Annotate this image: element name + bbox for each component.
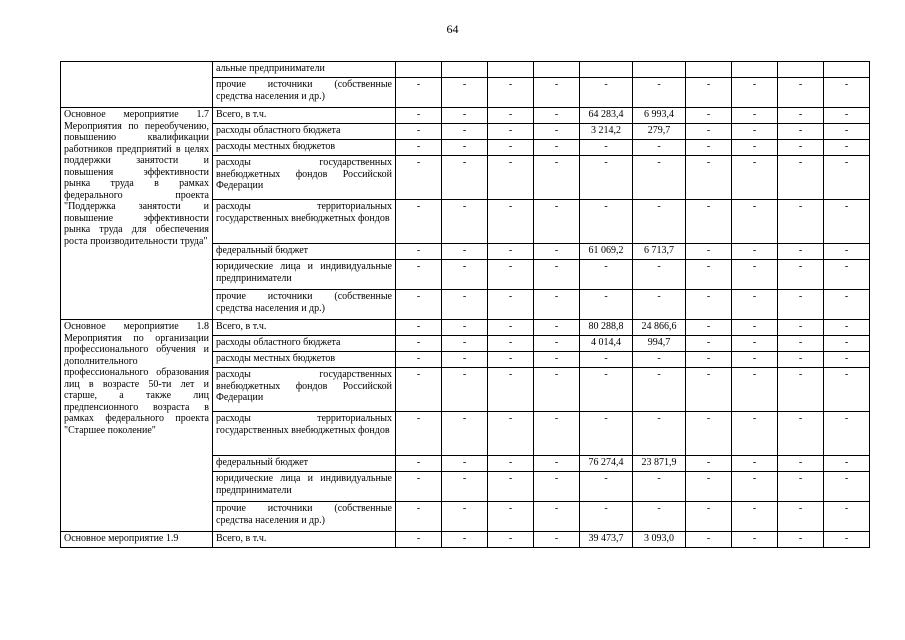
value-cell: -	[488, 532, 534, 548]
value-cell: -	[633, 78, 686, 108]
value-cell: -	[442, 124, 488, 140]
value-cell: -	[396, 456, 442, 472]
value-cell: -	[442, 200, 488, 244]
value-cell: -	[534, 140, 580, 156]
value-cell: -	[488, 456, 534, 472]
value-cell: -	[824, 456, 870, 472]
value-cell: -	[633, 156, 686, 200]
value-cell: -	[824, 290, 870, 320]
value-cell: 279,7	[633, 124, 686, 140]
value-cell: -	[824, 260, 870, 290]
value-cell: -	[534, 368, 580, 412]
value-cell: -	[534, 290, 580, 320]
funding-source-cell: альные предприниматели	[213, 62, 396, 78]
value-cell: -	[396, 336, 442, 352]
value-cell: -	[824, 156, 870, 200]
value-cell: -	[396, 368, 442, 412]
value-cell: -	[686, 502, 732, 532]
value-cell: -	[686, 336, 732, 352]
value-cell: -	[442, 78, 488, 108]
value-cell: -	[732, 352, 778, 368]
value-cell: -	[732, 336, 778, 352]
value-cell: -	[442, 244, 488, 260]
value-cell: -	[732, 140, 778, 156]
value-cell: -	[442, 352, 488, 368]
value-cell: -	[778, 532, 824, 548]
budget-table	[60, 61, 870, 548]
value-cell: -	[778, 290, 824, 320]
value-cell: -	[824, 502, 870, 532]
value-cell	[778, 62, 824, 78]
value-cell: -	[732, 412, 778, 456]
value-cell: -	[824, 336, 870, 352]
value-cell: -	[732, 244, 778, 260]
value-cell: -	[824, 532, 870, 548]
value-cell: -	[778, 140, 824, 156]
value-cell: -	[534, 336, 580, 352]
value-cell: 3 214,2	[580, 124, 633, 140]
value-cell: -	[732, 368, 778, 412]
value-cell: -	[686, 200, 732, 244]
value-cell: -	[580, 200, 633, 244]
value-cell: -	[580, 78, 633, 108]
value-cell: -	[686, 244, 732, 260]
value-cell: -	[633, 290, 686, 320]
value-cell	[732, 62, 778, 78]
value-cell	[396, 62, 442, 78]
value-cell: -	[732, 260, 778, 290]
value-cell: -	[732, 156, 778, 200]
value-cell: -	[778, 78, 824, 108]
value-cell: -	[778, 336, 824, 352]
value-cell: -	[488, 140, 534, 156]
funding-source-cell: федеральный бюджет	[213, 244, 396, 260]
value-cell: -	[580, 368, 633, 412]
value-cell: -	[633, 412, 686, 456]
value-cell: -	[534, 244, 580, 260]
value-cell: -	[824, 352, 870, 368]
value-cell	[686, 62, 732, 78]
value-cell: 39 473,7	[580, 532, 633, 548]
value-cell: -	[824, 108, 870, 124]
value-cell: -	[534, 472, 580, 502]
value-cell: -	[580, 412, 633, 456]
value-cell: -	[732, 290, 778, 320]
funding-source-cell: расходы областного бюджета	[213, 124, 396, 140]
value-cell: -	[488, 124, 534, 140]
value-cell: 994,7	[633, 336, 686, 352]
value-cell: -	[488, 368, 534, 412]
value-cell: -	[778, 200, 824, 244]
value-cell: -	[396, 156, 442, 200]
value-cell: -	[824, 320, 870, 336]
measure-cell	[61, 62, 213, 108]
funding-source-cell: прочие источники (собственные средства населения и др.)	[213, 502, 396, 532]
measure-cell: Основное мероприятие 1.7 Мероприятия по переобучению, повышению квалификации работников предприятий в целях поддержки занятости и повышения эффективности рынка труда в рамках федерального проекта "Поддержка занятости и повышение эффективности рынка труда для обеспечения роста производительности труда"	[61, 108, 213, 320]
value-cell: -	[732, 472, 778, 502]
value-cell: 6 713,7	[633, 244, 686, 260]
value-cell	[580, 62, 633, 78]
value-cell: -	[534, 108, 580, 124]
value-cell: -	[732, 456, 778, 472]
value-cell: -	[824, 244, 870, 260]
value-cell: -	[396, 502, 442, 532]
value-cell: 64 283,4	[580, 108, 633, 124]
value-cell: -	[396, 472, 442, 502]
value-cell: -	[442, 412, 488, 456]
value-cell: -	[396, 352, 442, 368]
value-cell: -	[686, 260, 732, 290]
value-cell: -	[686, 532, 732, 548]
value-cell: -	[580, 156, 633, 200]
value-cell: -	[534, 352, 580, 368]
value-cell: -	[534, 532, 580, 548]
value-cell: -	[732, 124, 778, 140]
value-cell: -	[396, 320, 442, 336]
value-cell: -	[778, 502, 824, 532]
value-cell: -	[778, 124, 824, 140]
value-cell: -	[778, 368, 824, 412]
value-cell: -	[396, 200, 442, 244]
value-cell: -	[442, 472, 488, 502]
table-row	[61, 532, 870, 548]
funding-source-cell: расходы территориальных государственных внебюджетных фондов	[213, 200, 396, 244]
value-cell: -	[396, 78, 442, 108]
value-cell: -	[686, 124, 732, 140]
value-cell: -	[488, 108, 534, 124]
page-number: 64	[446, 22, 459, 36]
value-cell: -	[580, 502, 633, 532]
value-cell: -	[778, 352, 824, 368]
funding-source-cell: прочие источники (собственные средства населения и др.)	[213, 78, 396, 108]
value-cell: -	[396, 532, 442, 548]
value-cell: -	[732, 78, 778, 108]
value-cell: 80 288,8	[580, 320, 633, 336]
value-cell: -	[778, 412, 824, 456]
value-cell: -	[686, 412, 732, 456]
value-cell: -	[633, 472, 686, 502]
value-cell: -	[488, 78, 534, 108]
measure-cell: Основное мероприятие 1.9	[61, 532, 213, 548]
value-cell: 76 274,4	[580, 456, 633, 472]
value-cell	[488, 62, 534, 78]
funding-source-cell: юридические лица и индивидуальные предприниматели	[213, 260, 396, 290]
value-cell: -	[686, 368, 732, 412]
value-cell: 6 993,4	[633, 108, 686, 124]
value-cell: -	[534, 78, 580, 108]
value-cell: -	[686, 108, 732, 124]
value-cell: -	[686, 78, 732, 108]
value-cell: -	[396, 108, 442, 124]
funding-source-cell: расходы местных бюджетов	[213, 140, 396, 156]
value-cell: 3 093,0	[633, 532, 686, 548]
table-row	[61, 62, 870, 78]
value-cell: -	[488, 412, 534, 456]
funding-source-cell: Всего, в т.ч.	[213, 108, 396, 124]
value-cell: -	[633, 352, 686, 368]
value-cell: -	[396, 290, 442, 320]
value-cell: -	[442, 156, 488, 200]
value-cell: -	[686, 472, 732, 502]
value-cell: -	[442, 456, 488, 472]
value-cell: -	[534, 456, 580, 472]
funding-source-cell: расходы территориальных государственных внебюджетных фондов	[213, 412, 396, 456]
value-cell: 61 069,2	[580, 244, 633, 260]
value-cell: -	[534, 502, 580, 532]
value-cell: -	[396, 140, 442, 156]
value-cell: -	[778, 472, 824, 502]
value-cell: -	[442, 140, 488, 156]
value-cell: -	[396, 412, 442, 456]
value-cell	[534, 62, 580, 78]
value-cell: -	[824, 124, 870, 140]
funding-source-cell: расходы местных бюджетов	[213, 352, 396, 368]
value-cell: -	[534, 260, 580, 290]
funding-source-cell: Всего, в т.ч.	[213, 532, 396, 548]
value-cell: -	[824, 140, 870, 156]
value-cell: -	[778, 260, 824, 290]
value-cell: -	[778, 244, 824, 260]
value-cell: -	[824, 368, 870, 412]
value-cell: -	[534, 200, 580, 244]
value-cell	[442, 62, 488, 78]
value-cell: -	[686, 320, 732, 336]
value-cell: -	[488, 200, 534, 244]
value-cell: -	[633, 200, 686, 244]
value-cell: -	[778, 108, 824, 124]
measure-cell: Основное мероприятие 1.8 Мероприятия по организации профессионального обучения и дополнительного профессионального образования лиц в возрасте 50-ти лет и старше, а также лиц предпенсионного возраста в рамках федерального проекта "Старшее поколение"	[61, 320, 213, 532]
value-cell: -	[633, 140, 686, 156]
value-cell: -	[488, 320, 534, 336]
funding-source-cell: федеральный бюджет	[213, 456, 396, 472]
value-cell: -	[686, 140, 732, 156]
value-cell: -	[442, 260, 488, 290]
value-cell: -	[778, 320, 824, 336]
value-cell: -	[686, 456, 732, 472]
value-cell: -	[488, 156, 534, 200]
value-cell: -	[732, 532, 778, 548]
value-cell: -	[488, 290, 534, 320]
value-cell: -	[732, 320, 778, 336]
value-cell	[633, 62, 686, 78]
value-cell: -	[442, 290, 488, 320]
value-cell: -	[732, 200, 778, 244]
value-cell: -	[824, 78, 870, 108]
table-row	[61, 320, 870, 336]
value-cell: -	[488, 260, 534, 290]
value-cell: -	[442, 336, 488, 352]
value-cell: -	[580, 140, 633, 156]
value-cell: -	[732, 502, 778, 532]
value-cell: 23 871,9	[633, 456, 686, 472]
value-cell: -	[396, 260, 442, 290]
funding-source-cell: прочие источники (собственные средства населения и др.)	[213, 290, 396, 320]
value-cell: -	[396, 244, 442, 260]
funding-source-cell: расходы областного бюджета	[213, 336, 396, 352]
funding-source-cell: расходы государственных внебюджетных фондов Российской Федерации	[213, 368, 396, 412]
funding-source-cell: юридические лица и индивидуальные предприниматели	[213, 472, 396, 502]
value-cell: -	[534, 124, 580, 140]
value-cell: -	[488, 244, 534, 260]
value-cell: -	[686, 156, 732, 200]
value-cell: -	[778, 456, 824, 472]
value-cell: -	[442, 368, 488, 412]
value-cell: -	[442, 502, 488, 532]
value-cell: -	[488, 472, 534, 502]
value-cell: -	[580, 352, 633, 368]
value-cell: -	[633, 260, 686, 290]
value-cell: 24 866,6	[633, 320, 686, 336]
value-cell: -	[442, 320, 488, 336]
value-cell: -	[396, 124, 442, 140]
value-cell: -	[488, 336, 534, 352]
value-cell: -	[534, 412, 580, 456]
funding-source-cell: Всего, в т.ч.	[213, 320, 396, 336]
funding-source-cell: расходы государственных внебюджетных фондов Российской Федерации	[213, 156, 396, 200]
value-cell: -	[580, 290, 633, 320]
value-cell: -	[488, 352, 534, 368]
value-cell: -	[824, 472, 870, 502]
value-cell: -	[580, 472, 633, 502]
value-cell: -	[824, 412, 870, 456]
value-cell: -	[442, 532, 488, 548]
value-cell: -	[488, 502, 534, 532]
value-cell: -	[824, 200, 870, 244]
value-cell: -	[534, 320, 580, 336]
value-cell: -	[633, 502, 686, 532]
value-cell	[824, 62, 870, 78]
value-cell: -	[534, 156, 580, 200]
value-cell: -	[778, 156, 824, 200]
value-cell: -	[442, 108, 488, 124]
value-cell: -	[580, 260, 633, 290]
value-cell: -	[633, 368, 686, 412]
value-cell: -	[686, 290, 732, 320]
value-cell: -	[732, 108, 778, 124]
value-cell: -	[686, 352, 732, 368]
value-cell: 4 014,4	[580, 336, 633, 352]
table-row	[61, 108, 870, 124]
